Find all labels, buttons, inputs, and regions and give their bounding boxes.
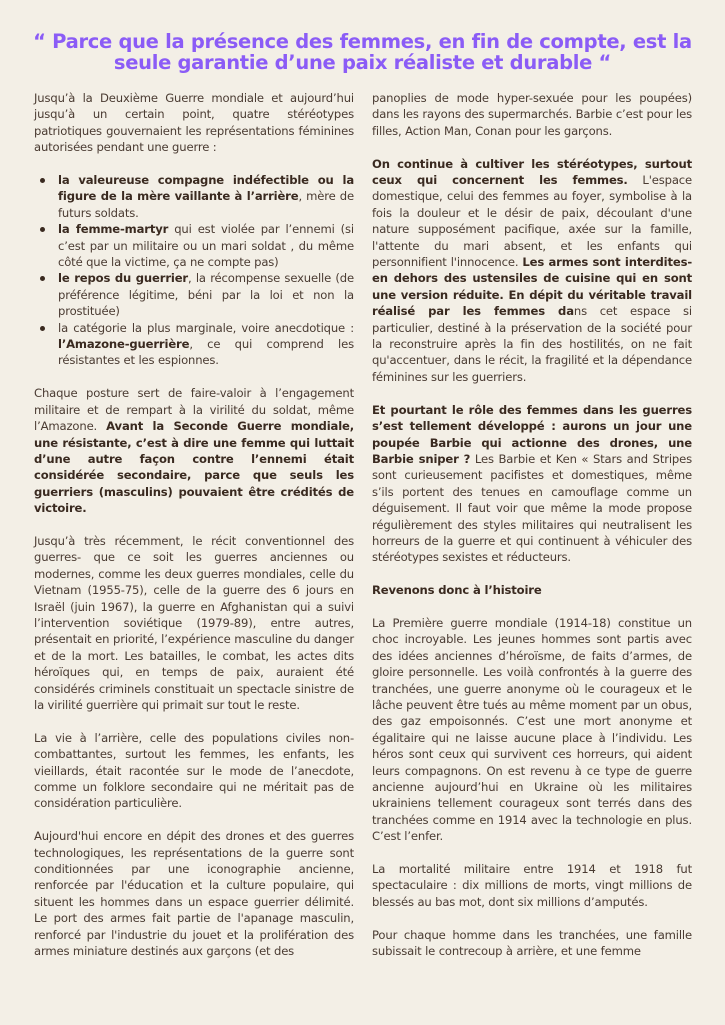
- stereotypes-paragraph: [372, 156, 692, 386]
- bullet-icon: [40, 326, 45, 331]
- right-column: [372, 90, 692, 976]
- bold-text: On continue à cultiver les stéréotypes, surtout ceux qui concernent les femmes.: [372, 156, 692, 188]
- bold-text: le repos du guerrier: [58, 271, 188, 286]
- bold-text: la femme-martyr: [58, 222, 169, 237]
- intro-paragraph: Jusqu’à la Deuxième Guerre mondiale et aujourd’hui jusqu’à un certain point, quatre stéréotypes patriotiques gouvernaient les représentations féminines autorisées pendant une guerre :: [34, 91, 354, 155]
- mortalite-paragraph: La mortalité militaire entre 1914 et 1918 fut spectaculaire : dix millions de morts, vingt millions de blessés au bas mot, dont six millions d’amputés.: [372, 862, 692, 909]
- paragraph-text: Les Barbie et Ken « Stars and Stripes sont curieusement pacifistes et domestiques, même s’ils portent des tenues en camouflage comme un déguisement. Il faut voir que même la mode propose régulièrement des styles militaires qui neutralisent les horreurs de la guerre et qui continuent à véhiculer des stéréotypes sexistes et réducteurs.: [372, 451, 692, 565]
- bullet-icon: [40, 178, 45, 183]
- item-text: , la récompense sexuelle (de préférence légitime, béni par la loi et non la prostituée): [58, 271, 354, 319]
- subheading-text: Revenons donc à l’histoire: [372, 583, 542, 598]
- item-text: , mère de futurs soldats.: [58, 189, 354, 220]
- posture-paragraph: [34, 385, 354, 516]
- list-item: [58, 270, 354, 319]
- list-item: [58, 320, 354, 369]
- item-text: qui est violée par l’ennemi (si c’est par un militaire ou un mari soldat , du même côté que la victime, ça ne compte pas): [58, 222, 354, 270]
- stereotypes-list: [34, 172, 354, 369]
- page-title: “ Parce que la présence des femmes, en fin de compte, est la seule garantie d’une paix réaliste et durable “: [33, 30, 692, 75]
- panoplies-paragraph: panoplies de mode hyper-sexuée pour les poupées) dans les rayons des supermarchés. Barbie c’est pour les filles, Action Man, Conan pour les garçons.: [372, 91, 692, 138]
- item-text: la catégorie la plus marginale, voire anecdotique :: [58, 320, 354, 335]
- list-item: [58, 221, 354, 270]
- aujourdhui-paragraph: Aujourd'hui encore en dépit des drones et des guerres technologiques, les représentations de la guerre sont conditionnées par une iconographie ancienne, renforcée par l'éducation et la culture populaire, qui situent les hommes dans un espace guerrier délimité. Le port des armes fait partie de l'apanage masculin, renforcé par l'industrie du jouet et la prolifération des armes miniature destinés aux garçons (et des: [34, 829, 354, 959]
- arriere-paragraph: La vie à l’arrière, celle des populations civiles non-combattantes, surtout les femmes, les enfants, les vieillards, était racontée sur le mode de l’anecdote, comme un folklore secondaire qui ne méritait pas de considération particulière.: [34, 730, 354, 811]
- paragraph-text: Chaque posture sert de faire-valoir à l’engagement militaire et de rempart à la virilité du soldat, même l’Amazone.: [34, 386, 354, 434]
- bold-text: la valeureuse compagne indéfectible ou la figure de la mère vaillante à l’arrière: [58, 173, 354, 204]
- premiere-guerre-paragraph: La Première guerre mondiale (1914-18) constitue un choc incroyable. Les jeunes hommes sont partis avec des idées anciennes d’héroïsme, de faits d’armes, de gloire personnelle. Les voilà confrontés à la guerre des tranchées, une guerre anonyme où le courageux et le lâche peuvent être tués au même moment par un obus, des gaz empoisonnés. C’est une mort anonyme et égalitaire qui ne laisse aucune place à l’individu. Les héros sont ceux qui survivent ces horreurs, qui aident leurs compagnons. On est revenu à ce type de guerre ancienne aujourd’hui en Ukraine où les militaires ukrainiens tellement courageux sont terrés dans des tranchées comme en 1914 avec la technologie en plus. C’est l’enfer.: [372, 615, 692, 844]
- item-text: , ce qui comprend les résistantes et les espionnes.: [58, 337, 354, 368]
- left-column: [34, 90, 354, 976]
- famille-paragraph: Pour chaque homme dans les tranchées, une famille subissait le contrecoup à arrière, et une femme: [372, 927, 692, 959]
- paragraph-text: ns cet espace si particulier, destiné à la préservation de la société pour la reconstruire après la fin des hostilités, on ne fait qu'accentuer, dans le récit, la fragilité et la dépendance féminines sur les guerriers.: [372, 304, 692, 384]
- bullet-icon: [40, 227, 45, 232]
- bold-text: Avant la Seconde Guerre mondiale, une résistante, c’est à dire une femme qui luttait d’une autre façon contre l’ennemi était considérée secondaire, parce que seuls les guerriers (masculins) pouvaient être crédités de victoire.: [34, 419, 354, 516]
- paragraph-text: L'espace domestique, celui des femmes au foyer, symbolise à la fois la douleur et le désir de paix, découlant d'une nature supposément pacifique, axée sur la famille, l'attente du mari absent, et les enfants qui personnifient l'innocence.: [372, 173, 692, 270]
- bold-text: l’Amazone-guerrière: [58, 337, 190, 352]
- bold-text: Les armes sont interdites- en dehors des ustensiles de cuisine qui en sont une version réduite. En dépit du véritable travail réalisé par les femmes da: [372, 255, 692, 319]
- barbie-paragraph: [372, 402, 692, 566]
- section-subheading: [372, 582, 692, 598]
- list-item: [58, 172, 354, 221]
- bullet-icon: [40, 276, 45, 281]
- bold-text: Et pourtant le rôle des femmes dans les guerres s’est tellement développé : aurons un jour une poupée Barbie qui actionne des drones, une Barbie sniper ?: [372, 402, 692, 466]
- recit-paragraph: Jusqu’à très récemment, le récit conventionnel des guerres- que ce soit les guerres anciennes ou modernes, comme les deux guerres mondiales, celle du Vietnam (1955-75), celle de la guerre des 6 jours en Israël (juin 1967), la guerre en Afghanistan qui a suivi l’intervention soviétique (1979-89), entre autres, présentait en priorité, l’expérience masculine du danger et de la mort. Les batailles, le combat, les actes dits héroïques qui, en temps de paix, auraient été considérés criminels constituait un spectacle sinistre de la virilité guerrière qui primait sur tout le reste.: [34, 533, 354, 712]
